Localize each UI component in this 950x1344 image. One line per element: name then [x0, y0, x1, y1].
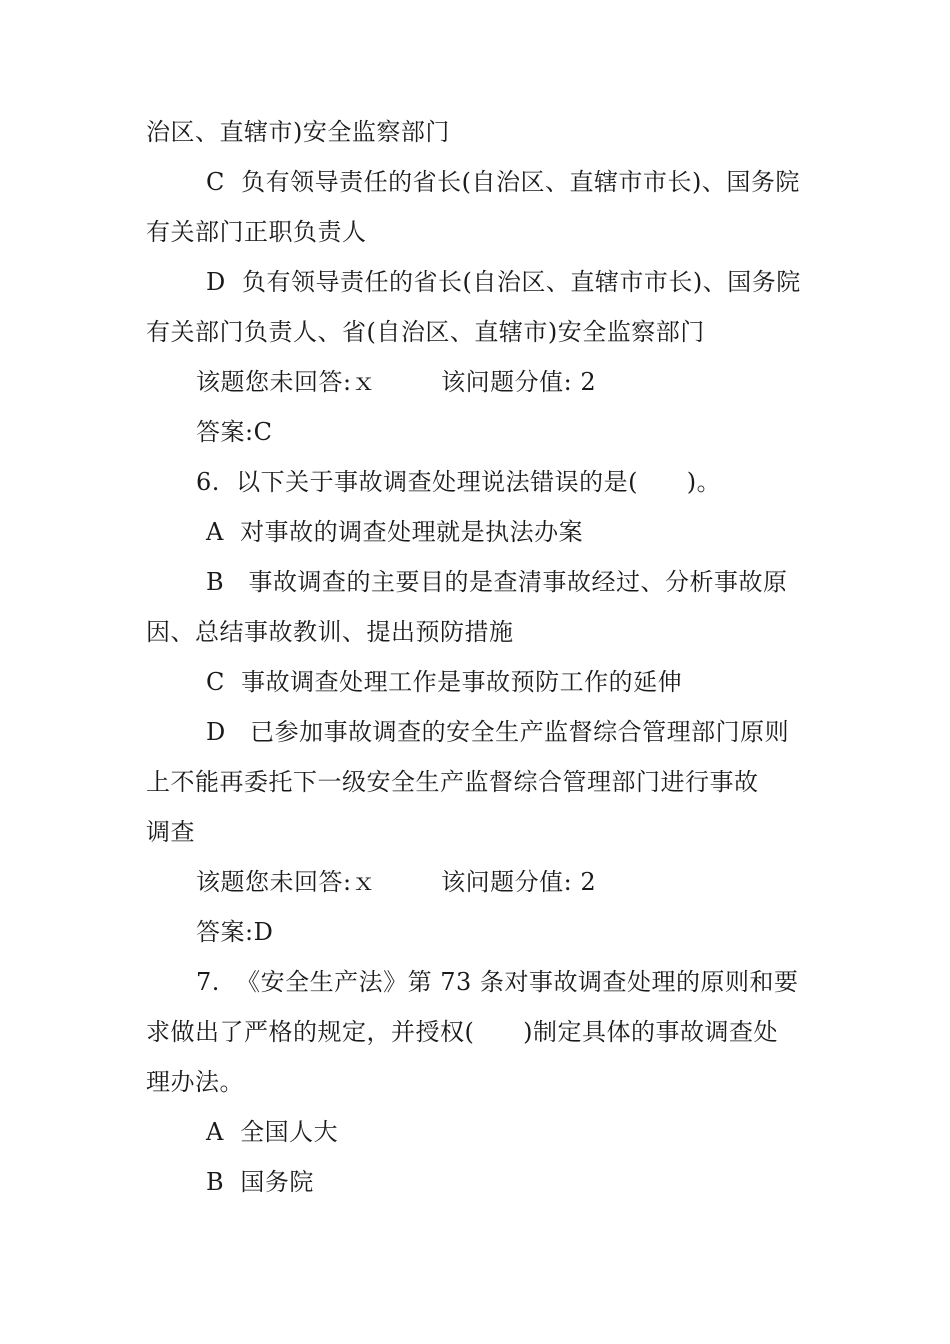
- option-c: C 负有领导责任的省长(自治区、直辖市市长)、国务院: [206, 168, 800, 196]
- option-c: C 事故调查处理工作是事故预防工作的延伸: [206, 668, 683, 696]
- text-line: 求做出了严格的规定，并授权( )制定具体的事故调查处: [146, 1018, 778, 1046]
- answer-key: 答案:C: [196, 418, 273, 446]
- text-line: 因、总结事故教训、提出预防措施: [146, 618, 514, 646]
- answer-status: 该题您未回答:ｘ 该问题分值: 2: [196, 368, 597, 396]
- text-line: 治区、直辖市)安全监察部门: [146, 118, 450, 146]
- option-d: D 已参加事故调查的安全生产监督综合管理部门原则: [206, 718, 790, 746]
- text-line: 理办法。: [146, 1068, 244, 1096]
- answer-key: 答案:D: [196, 918, 274, 946]
- option-b: B 事故调查的主要目的是查清事故经过、分析事故原: [206, 568, 788, 596]
- option-a: A 对事故的调查处理就是执法办案: [206, 518, 584, 546]
- option-a: A 全国人大: [206, 1118, 339, 1146]
- text-line: 调查: [146, 818, 195, 846]
- answer-status: 该题您未回答:ｘ 该问题分值: 2: [196, 868, 597, 896]
- option-d: D 负有领导责任的省长(自治区、直辖市市长)、国务院: [206, 268, 801, 296]
- question-7: 7. 《安全生产法》第 73 条对事故调查处理的原则和要: [196, 968, 799, 996]
- text-line: 有关部门正职负责人: [146, 218, 367, 246]
- question-6: 6. 以下关于事故调查处理说法错误的是( )。: [196, 468, 722, 496]
- option-b: B 国务院: [206, 1168, 314, 1196]
- text-line: 有关部门负责人、省(自治区、直辖市)安全监察部门: [146, 318, 705, 346]
- text-line: 上不能再委托下一级安全生产监督综合管理部门进行事故: [146, 768, 759, 796]
